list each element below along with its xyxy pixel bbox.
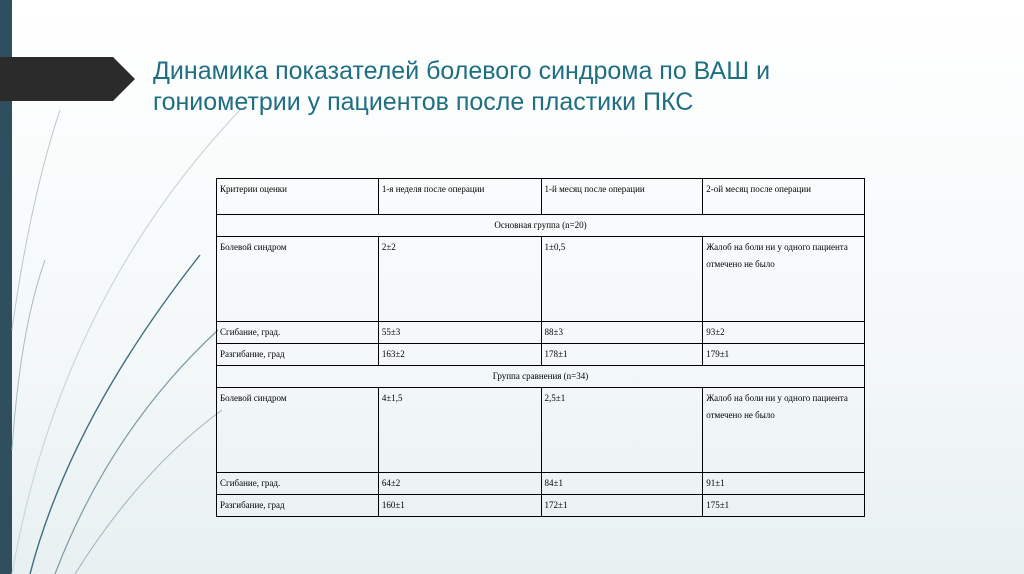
results-table xyxy=(216,178,865,517)
table-cell: 160±1 xyxy=(378,495,541,517)
table-cell: 175±1 xyxy=(703,495,865,517)
table-cell: Сгибание, град. xyxy=(217,473,379,495)
header-week1: 1-я неделя после операции xyxy=(378,179,541,215)
header-criteria: Критерии оценки xyxy=(217,179,379,215)
table-cell: 88±3 xyxy=(541,322,703,344)
table-cell: 163±2 xyxy=(378,344,541,366)
header-month1: 1-й месяц после операции xyxy=(541,179,703,215)
table-row xyxy=(217,344,865,366)
table-cell: 64±2 xyxy=(378,473,541,495)
table-cell: Разгибание, град xyxy=(217,344,379,366)
table-cell: 93±2 xyxy=(703,322,865,344)
table-cell: 2±2 xyxy=(378,237,541,322)
table-cell: 178±1 xyxy=(541,344,703,366)
table-cell: Сгибание, град. xyxy=(217,322,379,344)
arrow-tab-icon xyxy=(0,57,135,101)
table-cell: 55±3 xyxy=(378,322,541,344)
table-cell: Жалоб на боли ни у одного пациента отмечено не было xyxy=(703,237,865,322)
table-cell: 179±1 xyxy=(703,344,865,366)
group-label: Группа сравнения (n=34) xyxy=(217,366,865,388)
table-row xyxy=(217,473,865,495)
table-row xyxy=(217,495,865,517)
header-month2: 2-ой месяц после операции xyxy=(703,179,865,215)
table-cell: 91±1 xyxy=(703,473,865,495)
table-cell: 84±1 xyxy=(541,473,703,495)
table-cell: 2,5±1 xyxy=(541,388,703,473)
group-row-main xyxy=(217,215,865,237)
slide-title: Динамика показателей болевого синдрома по ВАШ и гониометрии у пациентов после пластики ПКС xyxy=(153,57,771,116)
table-row xyxy=(217,322,865,344)
table-cell: Болевой синдром xyxy=(217,237,379,322)
table-cell: Болевой синдром xyxy=(217,388,379,473)
group-row-comparison xyxy=(217,366,865,388)
table-row xyxy=(217,388,865,473)
table-cell: 172±1 xyxy=(541,495,703,517)
table-row xyxy=(217,237,865,322)
table-cell: Жалоб на боли ни у одного пациента отмечено не было xyxy=(703,388,865,473)
table-cell: 1±0,5 xyxy=(541,237,703,322)
table-cell: Разгибание, град xyxy=(217,495,379,517)
table-cell: 4±1,5 xyxy=(378,388,541,473)
group-label: Основная группа (n=20) xyxy=(217,215,865,237)
table-header-row xyxy=(217,179,865,215)
